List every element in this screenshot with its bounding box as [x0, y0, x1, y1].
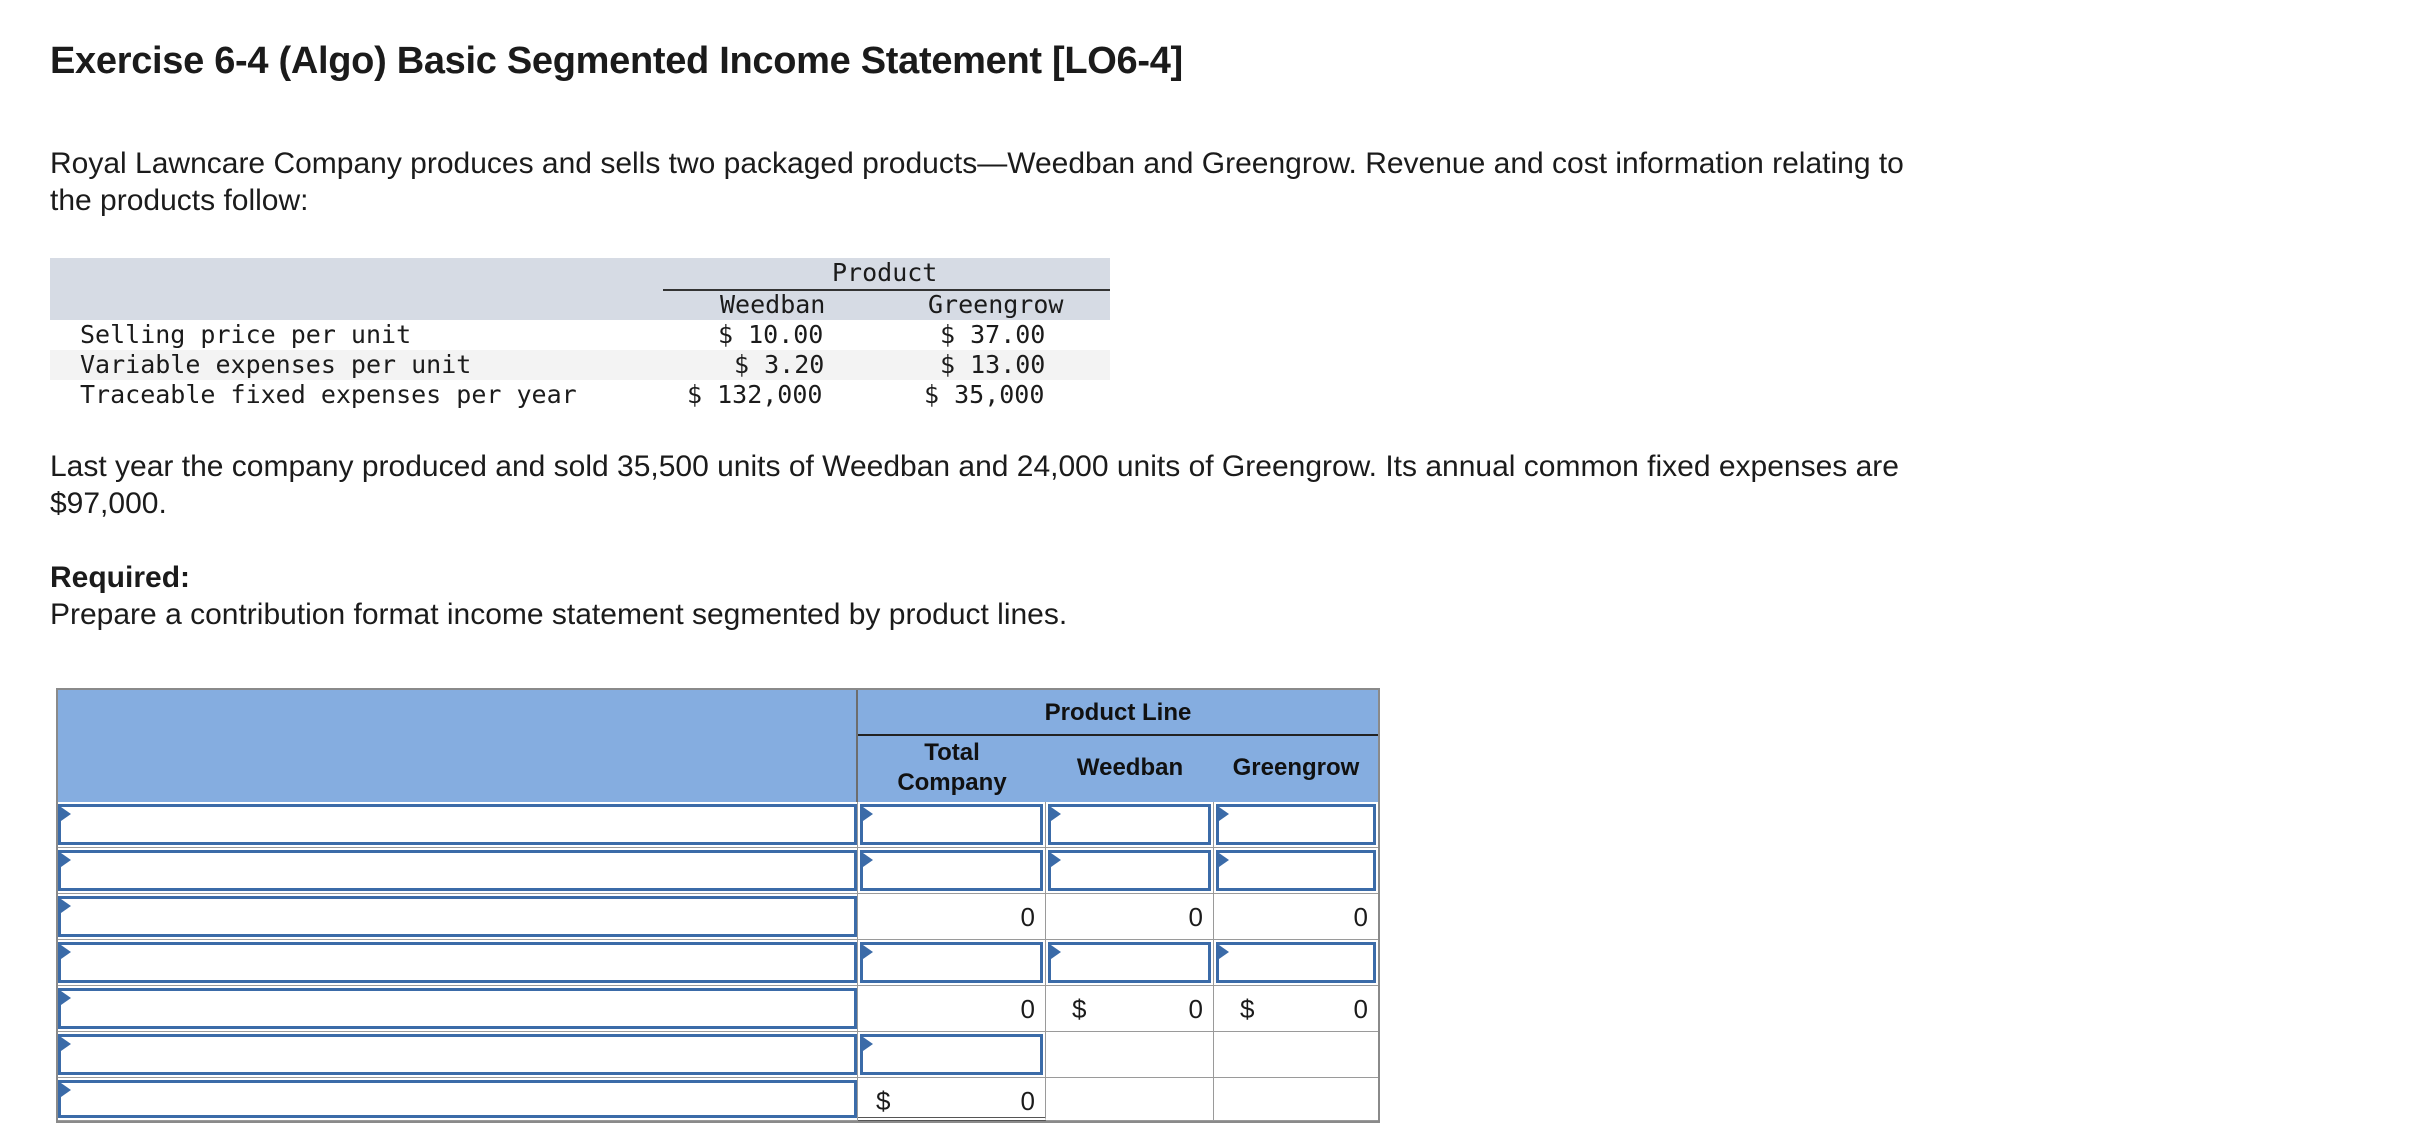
product-line-header: Product Line: [1044, 699, 1192, 726]
input-marker-icon: [863, 945, 873, 959]
input-marker-icon: [1051, 853, 1061, 867]
greengrow-cell: [1214, 802, 1378, 848]
row-label-select[interactable]: [58, 850, 857, 891]
row-label-select[interactable]: [58, 1034, 857, 1075]
greengrow-value: 0: [1353, 902, 1368, 932]
product-group-header: Product: [832, 258, 938, 287]
input-marker-icon: [1051, 945, 1061, 959]
info-row-label: Selling price per unit: [80, 320, 412, 349]
weedban-cell: [1046, 848, 1214, 894]
greengrow-value: 0: [1353, 994, 1368, 1024]
row-label-cell: [58, 986, 858, 1032]
product-line-rule: [858, 734, 1378, 736]
weedban-cell: [1046, 1032, 1214, 1078]
greengrow-cell: [1214, 1032, 1378, 1078]
row-label-select[interactable]: [58, 1080, 857, 1118]
input-marker-icon: [1051, 807, 1061, 821]
page-title: Exercise 6-4 (Algo) Basic Segmented Income Statement [LO6-4]: [50, 40, 1183, 82]
weedban-cell: [1046, 940, 1214, 986]
currency-sign: $: [1240, 994, 1255, 1024]
total-cell: [858, 894, 1046, 940]
info-row-label: Traceable fixed expenses per year: [80, 380, 577, 409]
dropdown-marker-icon: [61, 807, 71, 821]
income-statement-grid: [56, 688, 1380, 1123]
statement-row: [58, 986, 1378, 1032]
statement-row: [58, 1032, 1378, 1078]
row-label-cell: [58, 1078, 858, 1121]
weedban-cell: [1046, 894, 1214, 940]
greengrow-input[interactable]: [1216, 942, 1376, 983]
statement-row: [58, 848, 1378, 894]
info-row-weedban: $ 132,000: [687, 380, 823, 409]
statement-row: [58, 940, 1378, 986]
info-row-weedban: $ 3.20: [734, 350, 825, 379]
weedban-cell: [1046, 802, 1214, 848]
greengrow-input[interactable]: [1216, 804, 1376, 845]
row-label-cell: [58, 894, 858, 940]
last-year-paragraph: Last year the company produced and sold 35,500 units of Weedban and 24,000 units of Greengrow. Its annual common fixed expenses are $97,000.: [50, 450, 1899, 520]
row-label-select[interactable]: [58, 988, 857, 1029]
total-cell: [858, 986, 1046, 1032]
input-marker-icon: [1219, 945, 1229, 959]
total-input[interactable]: [860, 850, 1043, 891]
input-marker-icon: [1219, 807, 1229, 821]
statement-row: [58, 894, 1378, 940]
row-label-cell: [58, 802, 858, 848]
required-text: Prepare a contribution format income statement segmented by product lines.: [50, 598, 1068, 631]
total-input[interactable]: [860, 942, 1043, 983]
row-label-select[interactable]: [58, 942, 857, 983]
total-value: 0: [1020, 1086, 1035, 1116]
total-cell: [858, 1032, 1046, 1078]
row-label-cell: [58, 848, 858, 894]
dropdown-marker-icon: [61, 1083, 71, 1097]
col-weedban-header: Weedban: [720, 290, 826, 319]
greengrow-cell: [1214, 894, 1378, 940]
weedban-cell: [1046, 986, 1214, 1032]
total-cell: [858, 848, 1046, 894]
weedban-value: 0: [1188, 994, 1203, 1024]
info-row-greengrow: $ 35,000: [924, 380, 1045, 409]
statement-row: [58, 802, 1378, 848]
input-marker-icon: [863, 1037, 873, 1051]
total-input[interactable]: [860, 1034, 1043, 1075]
currency-sign: $: [876, 1086, 891, 1116]
info-row-label: Variable expenses per unit: [80, 350, 472, 379]
greengrow-cell: [1214, 848, 1378, 894]
greengrow-cell: [1214, 1078, 1378, 1121]
col-greengrow-header: Greengrow: [928, 290, 1064, 319]
row-label-select[interactable]: [58, 896, 857, 937]
row-label-select[interactable]: [58, 804, 857, 845]
intro-paragraph: Royal Lawncare Company produces and sells two packaged products—Weedban and Greengrow. Revenue and cost information relating to the products follow:: [50, 147, 1904, 217]
weedban-value: 0: [1188, 902, 1203, 932]
weedban-input[interactable]: [1048, 850, 1211, 891]
currency-sign: $: [1072, 994, 1087, 1024]
greengrow-cell: [1214, 940, 1378, 986]
info-row-greengrow: $ 13.00: [940, 350, 1046, 379]
info-row-greengrow: $ 37.00: [940, 320, 1046, 349]
dropdown-marker-icon: [61, 899, 71, 913]
input-marker-icon: [863, 853, 873, 867]
total-cell: [858, 1078, 1046, 1121]
input-marker-icon: [863, 807, 873, 821]
greengrow-header: Greengrow: [1232, 754, 1360, 781]
dropdown-marker-icon: [61, 1037, 71, 1051]
total-cell: [858, 802, 1046, 848]
dropdown-marker-icon: [61, 945, 71, 959]
total-value: 0: [1020, 902, 1035, 932]
statement-row: [58, 1078, 1378, 1121]
info-row-weedban: $ 10.00: [718, 320, 824, 349]
dropdown-marker-icon: [61, 991, 71, 1005]
grid-header: [58, 690, 1378, 802]
weedban-input[interactable]: [1048, 942, 1211, 983]
dropdown-marker-icon: [61, 853, 71, 867]
weedban-input[interactable]: [1048, 804, 1211, 845]
total-cell: [858, 940, 1046, 986]
greengrow-cell: [1214, 986, 1378, 1032]
total-company-header: Total Company: [897, 739, 1007, 796]
row-label-cell: [58, 940, 858, 986]
row-label-cell: [58, 1032, 858, 1078]
weedban-header: Weedban: [1076, 754, 1184, 781]
input-marker-icon: [1219, 853, 1229, 867]
required-heading: Required:: [50, 561, 191, 594]
total-input[interactable]: [860, 804, 1043, 845]
weedban-cell: [1046, 1078, 1214, 1121]
greengrow-input[interactable]: [1216, 850, 1376, 891]
total-value: 0: [1020, 994, 1035, 1024]
